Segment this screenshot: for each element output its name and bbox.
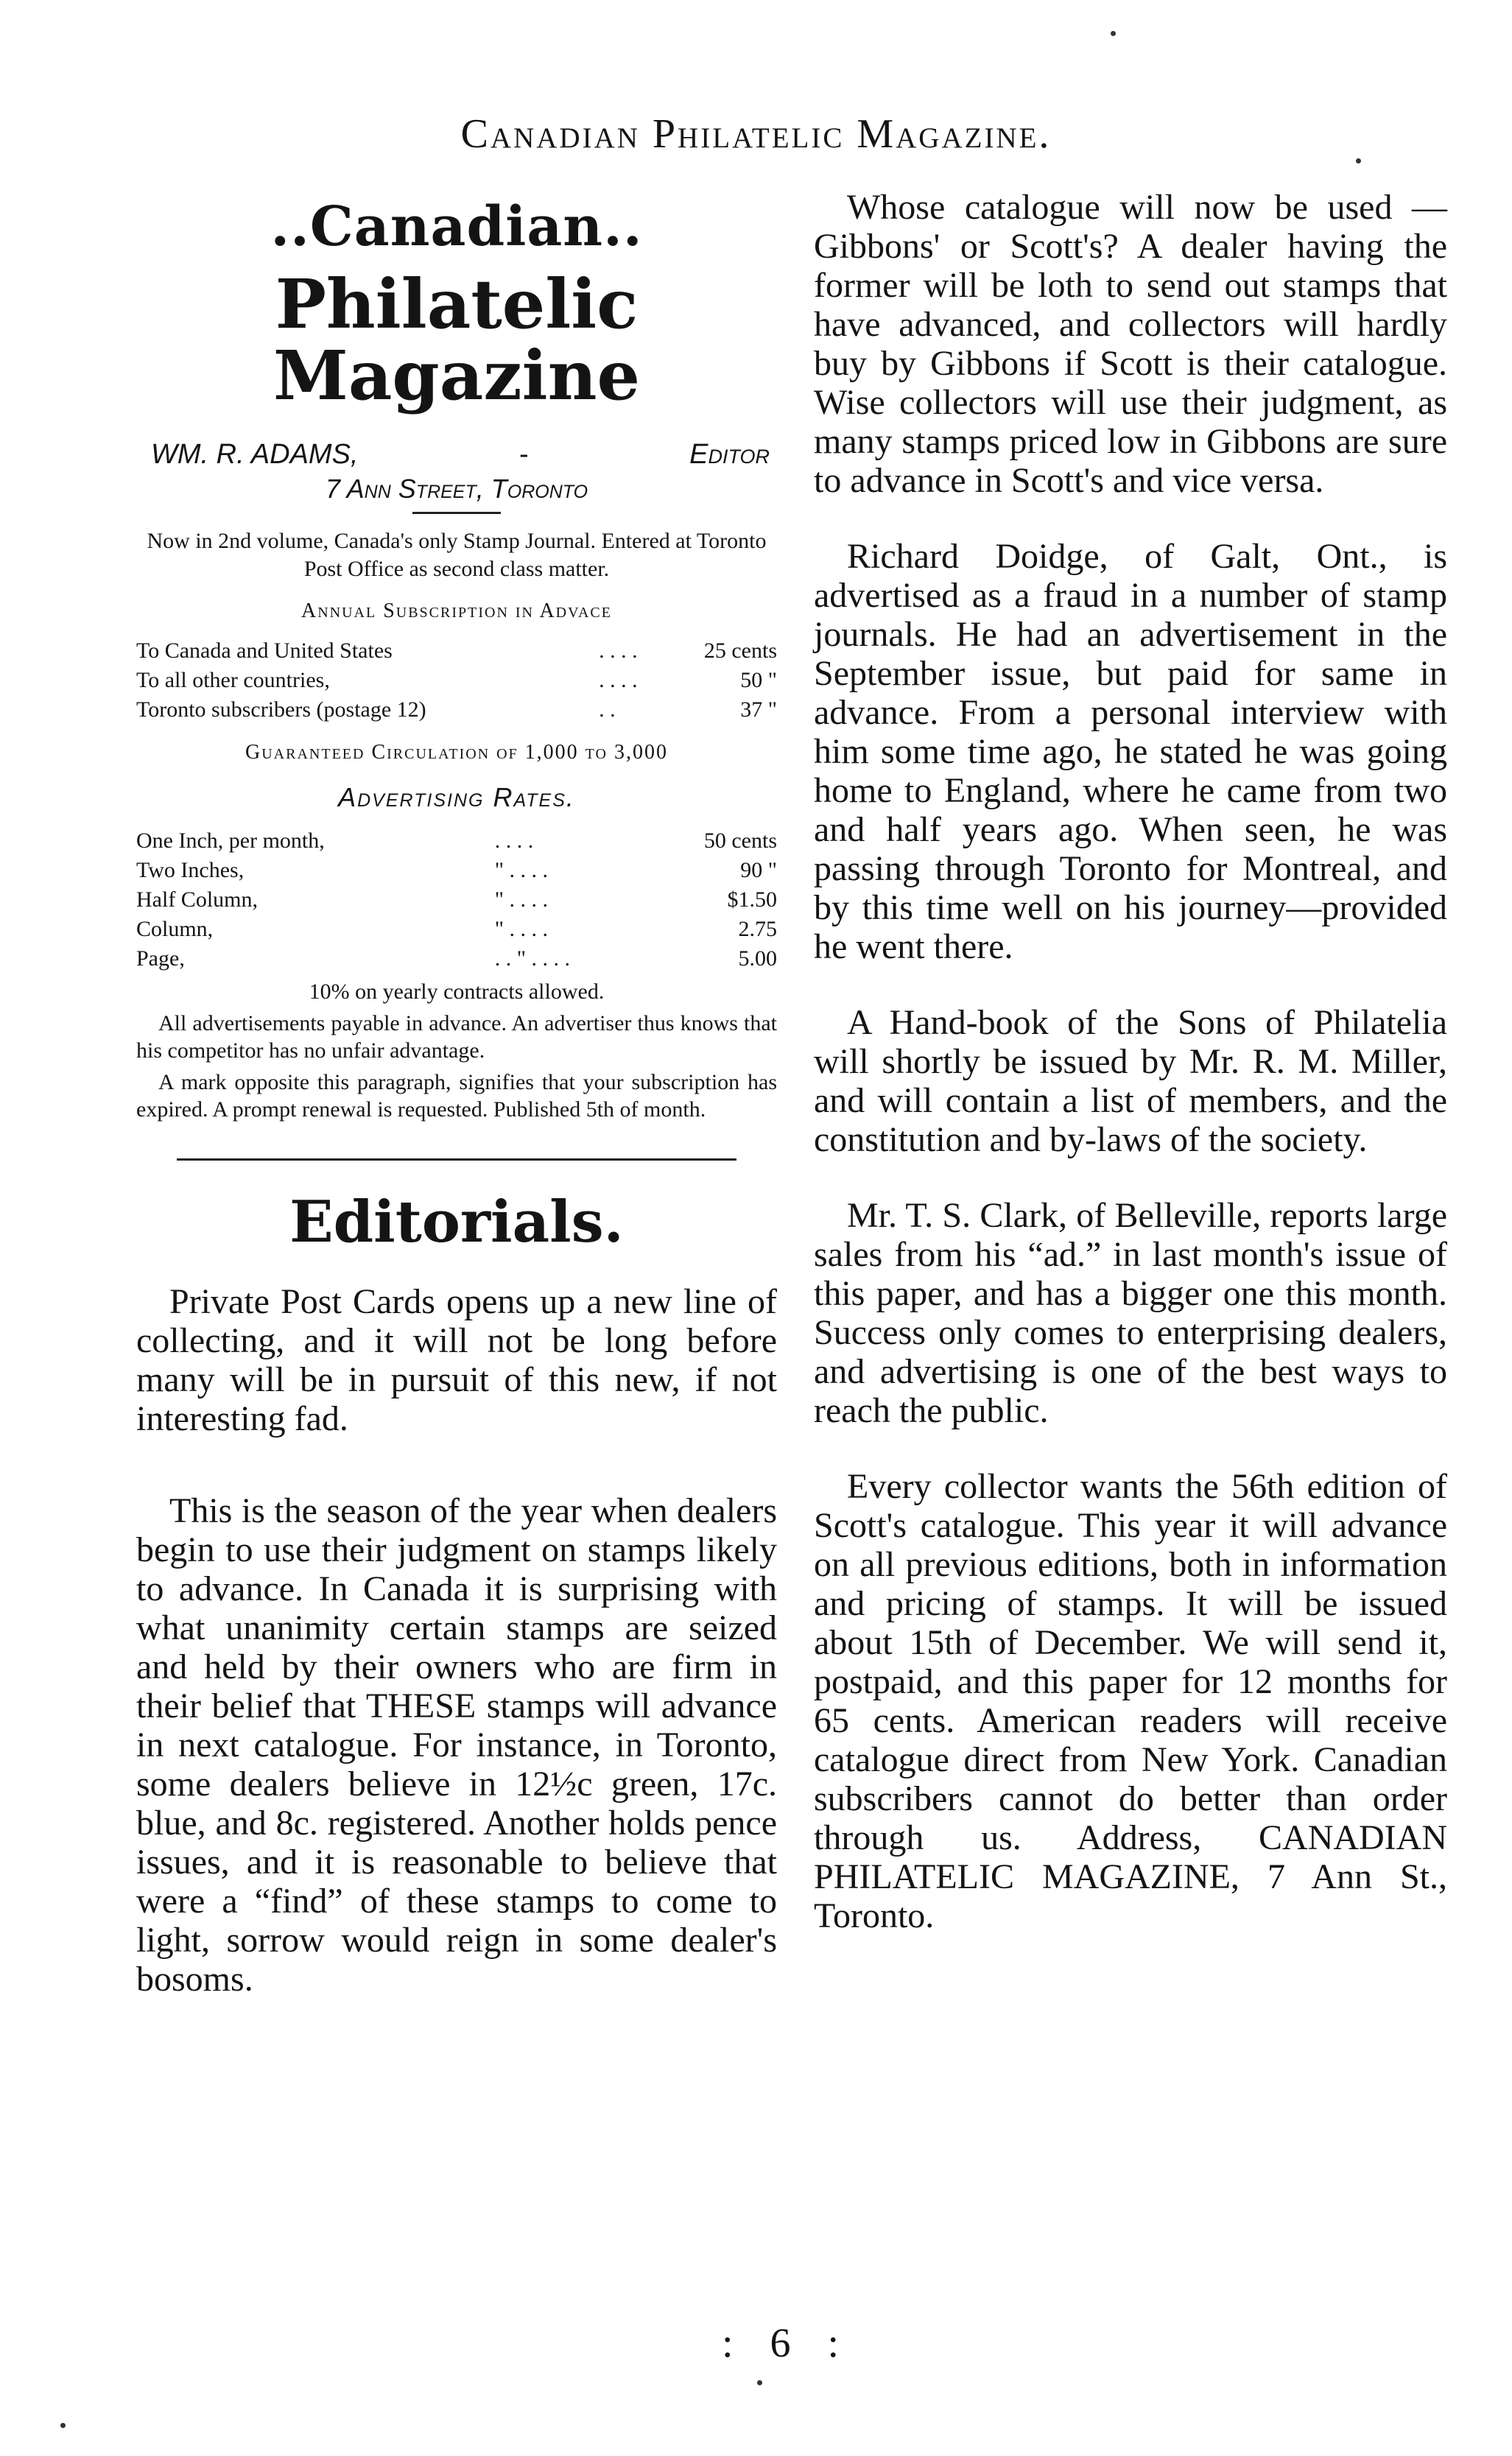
subscription-row (136, 695, 777, 725)
editorial-paragraph: Richard Doidge, of Galt, Ont., is advertised as a fraud in a number of stamp journals. He had an advertisement in the September issue, but paid for same in advance. From a personal interview with him some time ago, he stated he was going home to England, where he came from two and half years ago. When seen, he was passing through Toronto for Montreal, and by this time well on his journey—provided he went there. (814, 537, 1447, 966)
advertising-table (136, 826, 777, 974)
subscription-label: To all other countries, (136, 668, 330, 693)
paper-speck (60, 2423, 66, 2428)
subscription-row (136, 636, 777, 666)
rate-row (136, 885, 777, 915)
rate-label: Column, (136, 917, 214, 942)
subscription-label: To Canada and United States (136, 638, 393, 664)
running-header: Canadian Philatelic Magazine. (460, 111, 1052, 157)
editor-role: Editor (689, 439, 770, 471)
editorial-paragraph: Mr. T. S. Clark, of Belleville, reports large sales from his “ad.” in last month's issue of this paper, and has a bigger one this month. Success only comes to enterprising dealers, and advertising is one of the best ways to reach the public. (814, 1196, 1447, 1430)
rate-row (136, 944, 777, 974)
editorial-paragraph: Whose catalogue will now be used — Gibbons' or Scott's? A dealer having the former will be loth to send out stamps that have advanced, and collectors will hardly buy by Gibbons if Scott is their catalogue. Wise collectors will use their judgment, as many stamps priced low in Gibbons are sure to advance in Scott's and vice versa. (814, 188, 1447, 500)
advertising-heading: Advertising Rates. (338, 782, 575, 813)
editorials-heading: Editorials. (289, 1189, 624, 1256)
editor-name: WM. R. ADAMS, (151, 439, 359, 471)
paper-speck (757, 2380, 762, 2385)
rate-label: One Inch, per month, (136, 828, 325, 854)
masthead-title-line1: ..Canadian.. (270, 195, 643, 258)
subscription-label: Toronto subscribers (postage 12) (136, 697, 426, 722)
rate-label: Two Inches, (136, 858, 245, 883)
rate-value: 5.00 (738, 946, 777, 971)
page-number: : 6 : (722, 2320, 853, 2366)
editorial-paragraph: This is the season of the year when dealers begin to use their judgment on stamps likely to advance. In Canada it is surprising with what unanimity certain stamps are seized and held by their owners who are firm in their belief that THESE stamps will advance in next catalogue. For instance, in Toronto, some dealers believe in 12½c green, 17c. blue, and 8c. registered. Another holds pence issues, and it is reasonable to believe that were a “find” of these stamps to come to light, sorrow would reign in some dealer's bosoms. (136, 1491, 777, 1999)
rate-label: Page, (136, 946, 185, 971)
publication-info: Now in 2nd volume, Canada's only Stamp Journal. Entered at Toronto Post Office as second class matter. (147, 529, 767, 582)
subscription-value: 37 " (740, 697, 777, 722)
left-column (136, 188, 777, 1999)
subscription-value: 25 cents (703, 638, 777, 664)
editor-dash: - (518, 439, 529, 471)
rate-value: 90 " (740, 858, 777, 883)
subscription-heading: Annual Subscription in Advace (300, 599, 612, 623)
subscription-dots: . . . . (599, 668, 638, 693)
rate-value: $1.50 (727, 887, 777, 912)
masthead-title-line2: Philatelic Magazine (272, 264, 640, 415)
editorial-paragraph: A Hand-book of the Sons of Philatelia will shortly be issued by Mr. R. M. Miller, and will contain a list of members, and the constitution and by-laws of the society. (814, 1003, 1447, 1159)
section-divider (177, 1158, 736, 1161)
rate-dots: " . . . . (494, 858, 548, 883)
rate-dots: . . " . . . . (494, 946, 570, 971)
rate-value: 50 cents (703, 828, 777, 854)
editorial-paragraph: Private Post Cards opens up a new line of collecting, and it will not be long before many will be in pursuit of this new, if not interesting fad. (136, 1282, 777, 1439)
rate-row (136, 826, 777, 856)
right-column (814, 188, 1447, 1935)
short-rule (412, 512, 501, 514)
paper-speck (1111, 31, 1116, 36)
rate-value: 2.75 (738, 917, 777, 942)
subscription-dots: . . (599, 697, 616, 722)
rate-dots: " . . . . (494, 917, 548, 942)
editor-line (136, 439, 777, 471)
editor-address: 7 Ann Street, Toronto (325, 474, 588, 504)
subscription-table (136, 636, 777, 725)
paper-speck (1356, 158, 1361, 163)
subscription-expiry-notice: A mark opposite this paragraph, signifies that your subscription has expired. A prompt renewal is requested. Published 5th of month. (136, 1070, 777, 1122)
rate-row (136, 856, 777, 885)
discount-note: 10% on yearly contracts allowed. (309, 979, 605, 1004)
subscription-dots: . . . . (599, 638, 638, 664)
rate-row (136, 915, 777, 944)
rate-dots: " . . . . (494, 887, 548, 912)
subscription-row (136, 666, 777, 695)
subscription-value: 50 " (740, 668, 777, 693)
rate-dots: . . . . (494, 828, 534, 854)
editorial-paragraph: Every collector wants the 56th edition of Scott's catalogue. This year it will advance on all previous editions, both in information and pricing of stamps. It will be issued about 15th of December. We will send it, postpaid, and this paper for 12 months for 65 cents. American readers will receive catalogue direct from New York. Canadian subscribers cannot do better than order through us. Address, CANADIAN PHILATELIC MAGAZINE, 7 Ann St., Toronto. (814, 1467, 1447, 1935)
advertisement-notice: All advertisements payable in advance. An advertiser thus knows that his competitor has no unfair advantage. (136, 1011, 777, 1063)
circulation-line: Guaranteed Circulation of 1,000 to 3,000 (245, 741, 668, 764)
rate-label: Half Column, (136, 887, 258, 912)
